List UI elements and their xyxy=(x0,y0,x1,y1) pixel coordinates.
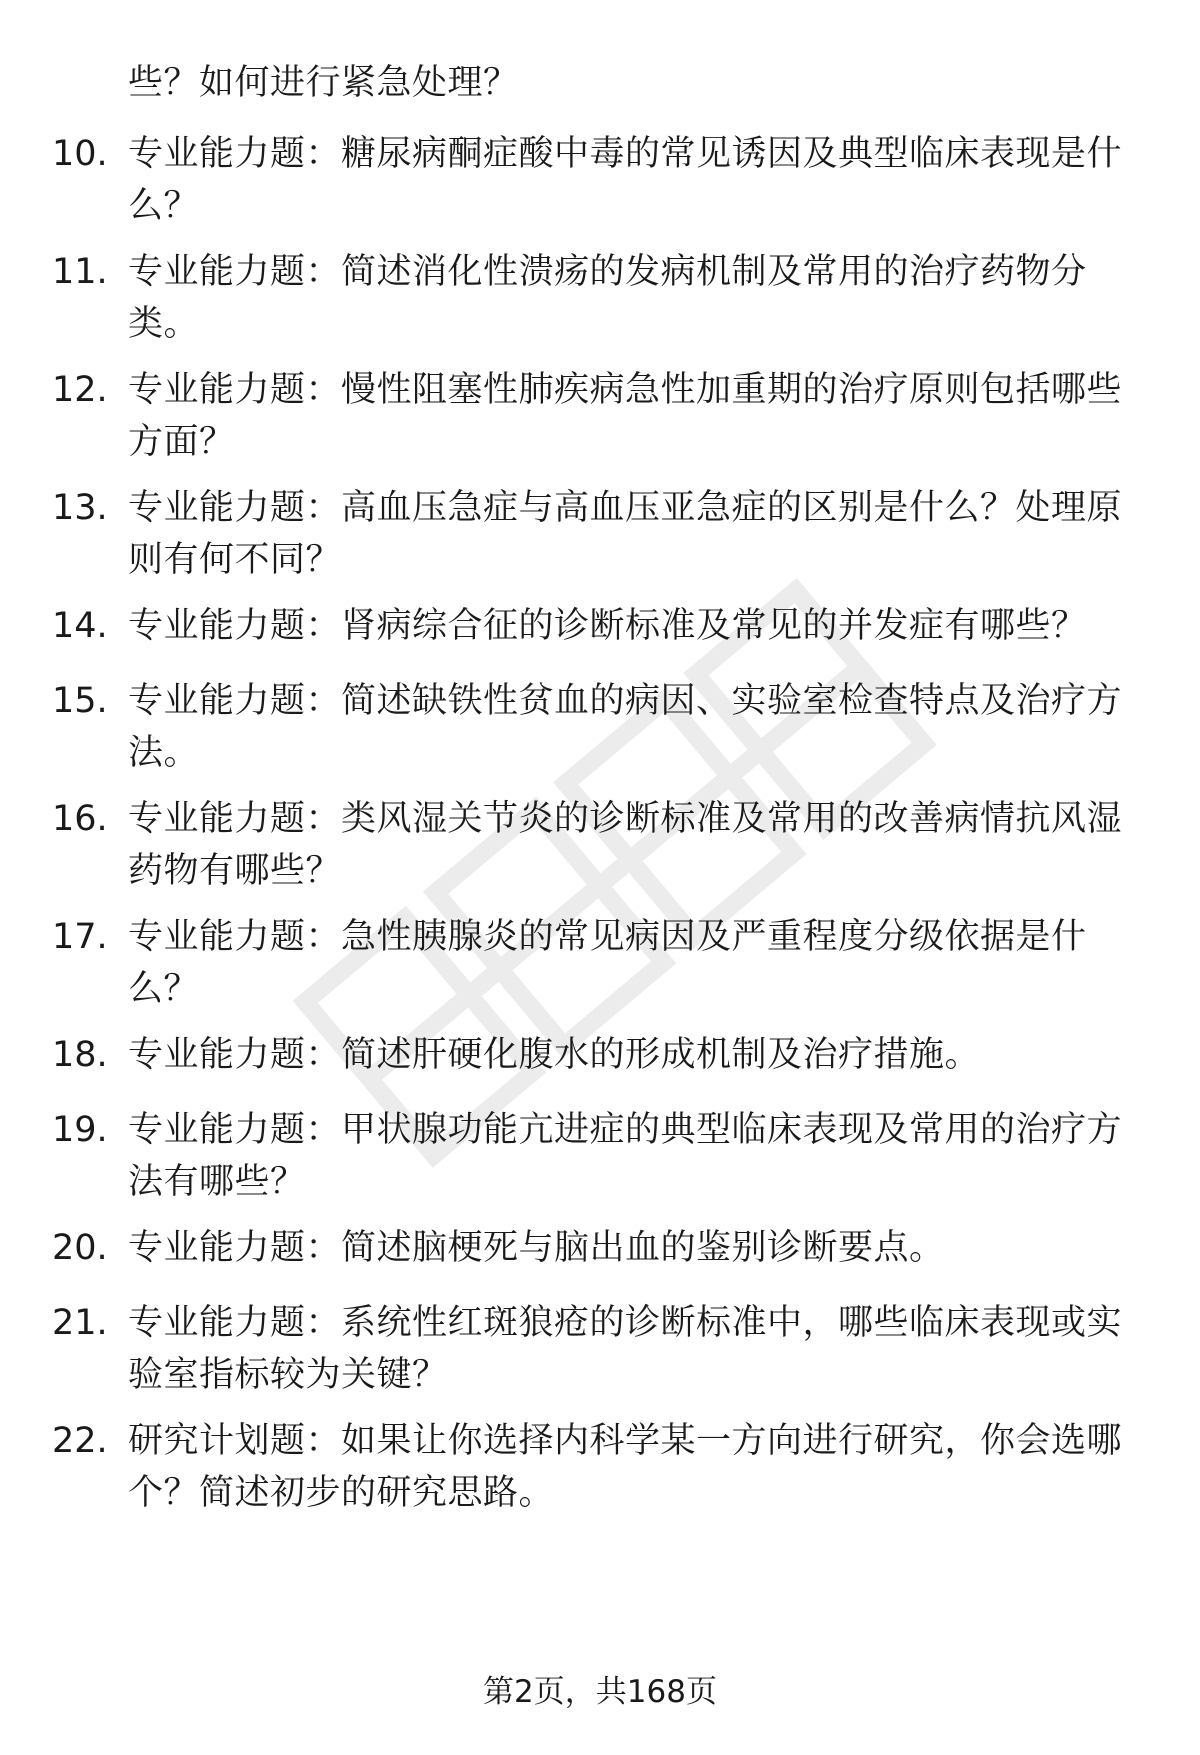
continuation-line: 些？如何进行紧急处理？ xyxy=(128,63,519,103)
question-number: 15. xyxy=(52,681,108,721)
question-number: 17. xyxy=(52,917,108,957)
question-text: 专业能力题：简述缺铁性贫血的病因、实验室检查特点及治疗方法。 xyxy=(128,681,1123,773)
question-text: 专业能力题：慢性阻塞性肺疾病急性加重期的治疗原则包括哪些方面？ xyxy=(128,370,1123,462)
question-text: 专业能力题：类风湿关节炎的诊断标准及常用的改善病情抗风湿药物有哪些？ xyxy=(128,799,1123,891)
question-number: 11. xyxy=(52,252,108,292)
question-text: 专业能力题：肾病综合征的诊断标准及常见的并发症有哪些？ xyxy=(128,606,1087,646)
page-footer: 第2页，共168页 xyxy=(483,1674,717,1710)
question-text: 专业能力题：简述脑梗死与脑出血的鉴别诊断要点。 xyxy=(128,1228,945,1268)
question-text: 专业能力题：高血压急症与高血压亚急症的区别是什么？处理原则有何不同？ xyxy=(128,488,1123,580)
question-number: 20. xyxy=(52,1228,108,1268)
question-text: 专业能力题：简述消化性溃疡的发病机制及常用的治疗药物分类。 xyxy=(128,252,1087,344)
question-number: 18. xyxy=(52,1035,108,1075)
question-number: 14. xyxy=(52,606,108,646)
question-text: 研究计划题：如果让你选择内科学某一方向进行研究，你会选哪个？简述初步的研究思路。 xyxy=(128,1421,1123,1513)
question-text: 专业能力题：甲状腺功能亢进症的典型临床表现及常用的治疗方法有哪些？ xyxy=(128,1110,1123,1202)
question-number: 12. xyxy=(52,370,108,410)
question-number: 21. xyxy=(52,1303,108,1343)
question-text: 专业能力题：简述肝硬化腹水的形成机制及治疗措施。 xyxy=(128,1035,981,1075)
question-number: 22. xyxy=(52,1421,108,1461)
question-number: 16. xyxy=(52,799,108,839)
question-text: 专业能力题：糖尿病酮症酸中毒的常见诱因及典型临床表现是什么？ xyxy=(128,134,1123,226)
question-number: 19. xyxy=(52,1110,108,1150)
question-text: 专业能力题：急性胰腺炎的常见病因及严重程度分级依据是什么？ xyxy=(128,917,1087,1009)
question-text: 专业能力题：系统性红斑狼疮的诊断标准中，哪些临床表现或实验室指标较为关键？ xyxy=(128,1303,1123,1395)
question-number: 13. xyxy=(52,488,108,528)
question-number: 10. xyxy=(52,134,108,174)
